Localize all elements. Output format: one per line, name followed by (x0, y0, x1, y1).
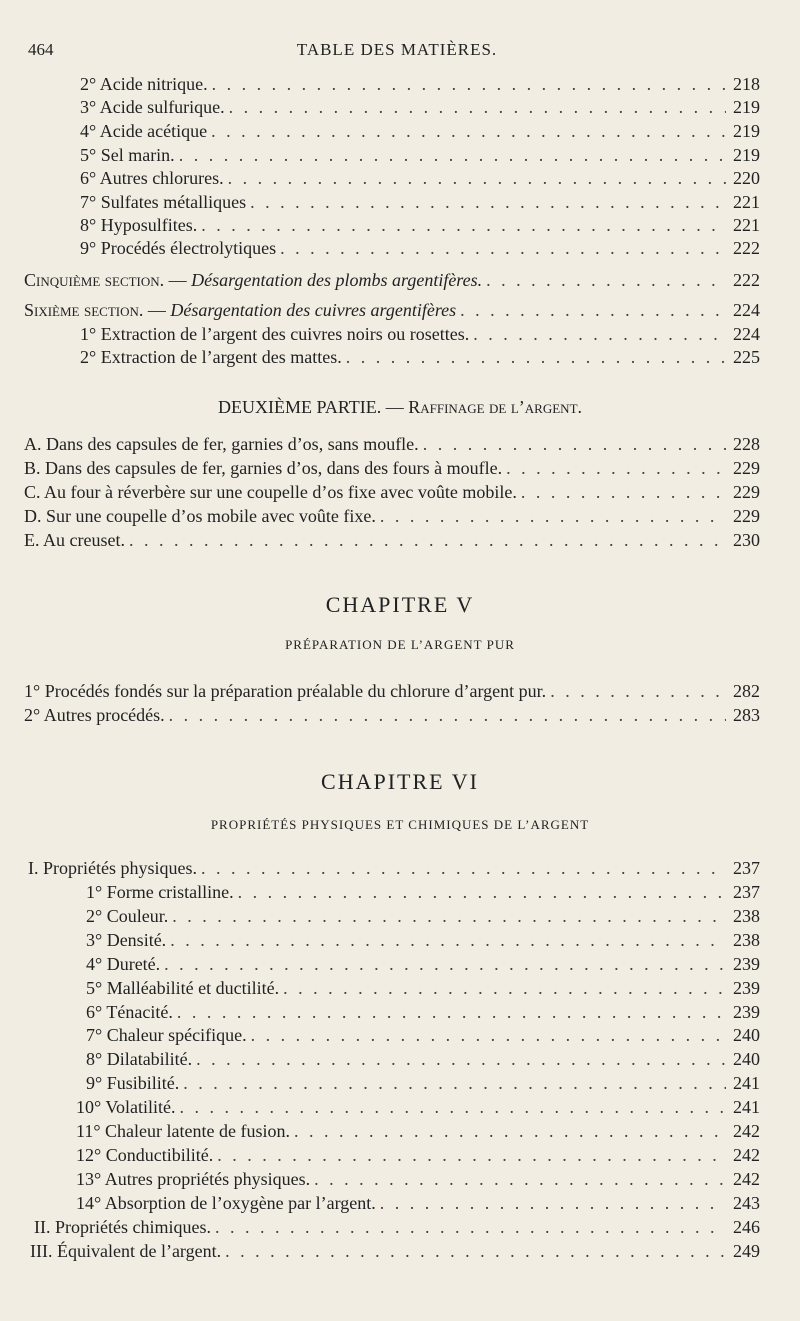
chapter-title: CHAPITRE V (325, 592, 475, 617)
toc-entry: D. Sur une coupelle d’os mobile avec voûte fixe. . . . 229 (24, 505, 760, 527)
toc-entry: 3° Acide sulfurique. . . . 219 (80, 96, 760, 118)
toc-entry: 9° Procédés électrolytiques . . . 222 (80, 237, 760, 259)
toc-entry: 6° Autres chlorures. . . . 220 (80, 167, 760, 189)
toc-entry: 10° Volatilité. . . . 241 (76, 1096, 760, 1118)
toc-entry: 9° Fusibilité. . . . 241 (86, 1072, 760, 1094)
toc-entry: 2° Autres procédés. . . . 283 (24, 704, 760, 726)
toc-entry: 5° Malléabilité et ductilité. . . . 239 (86, 977, 760, 999)
toc-entry: 13° Autres propriétés physiques. . . . 242 (76, 1168, 760, 1190)
toc-entry: 5° Sel marin. . . . 219 (80, 144, 760, 166)
toc-entry: II. Propriétés chimiques. . . . 246 (34, 1216, 760, 1238)
toc-entry: 11° Chaleur latente de fusion. . . . 242 (76, 1120, 760, 1142)
toc-entry: 7° Chaleur spécifique. . . . 240 (86, 1024, 760, 1046)
chapter-title: CHAPITRE VI (321, 769, 479, 794)
toc-entry: I. Propriétés physiques. . . . 237 (28, 857, 760, 879)
part-heading: DEUXIÈME PARTIE. — Raffinage de l’argent. (217, 397, 583, 417)
toc-entry: 2° Extraction de l’argent des mattes. . . . 225 (80, 346, 760, 368)
toc-entry: 1° Extraction de l’argent des cuivres noirs ou rosettes. . . . 224 (80, 323, 760, 345)
toc-section: Sixième section. — Désargentation des cuivres argentifères . . . 224 (24, 299, 760, 321)
toc-entry: E. Au creuset. . . . 230 (24, 529, 760, 551)
toc-entry: 12° Conductibilité. . . . 242 (76, 1144, 760, 1166)
page-header (28, 40, 766, 62)
toc-entry: 3° Densité. . . . 238 (86, 929, 760, 951)
toc-section: Cinquième section. — Désargentation des plombs argentifères. . . . 222 (24, 269, 760, 291)
page-number: 464 (28, 40, 54, 59)
toc-entry: B. Dans des capsules de fer, garnies d’os, dans des fours à moufle. . . . 229 (24, 457, 760, 479)
chapter-subtitle: PROPRIÉTÉS PHYSIQUES ET CHIMIQUES DE L’ARGENT (210, 817, 590, 832)
running-title: TABLE DES MATIÈRES. (296, 40, 498, 59)
toc-entry: 8° Hyposulfites. . . . 221 (80, 214, 760, 236)
toc-entry: 2° Couleur. . . . 238 (86, 905, 760, 927)
chapter-subtitle: PRÉPARATION DE L’ARGENT PUR (285, 637, 515, 652)
toc-entry: 4° Acide acétique . . . 219 (80, 120, 760, 142)
toc-entry: 1° Forme cristalline. . . . 237 (86, 881, 760, 903)
toc-entry: III. Équivalent de l’argent. . . . 249 (30, 1240, 760, 1262)
toc-entry: 14° Absorption de l’oxygène par l’argent. . . . 243 (76, 1192, 760, 1214)
toc-entry: 6° Ténacité. . . . 239 (86, 1001, 760, 1023)
toc-entry: 4° Dureté. . . . 239 (86, 953, 760, 975)
toc-entry: 7° Sulfates métalliques . . . 221 (80, 191, 760, 213)
toc-entry: 2° Acide nitrique. . . . 218 (80, 73, 760, 95)
toc-entry: 1° Procédés fondés sur la préparation préalable du chlorure d’argent pur. . . . 282 (24, 680, 760, 702)
toc-entry: 8° Dilatabilité. . . . 240 (86, 1048, 760, 1070)
toc-entry: A. Dans des capsules de fer, garnies d’os, sans moufle. . . . 228 (24, 433, 760, 455)
toc-entry: C. Au four à réverbère sur une coupelle d’os fixe avec voûte mobile. . . . 229 (24, 481, 760, 503)
